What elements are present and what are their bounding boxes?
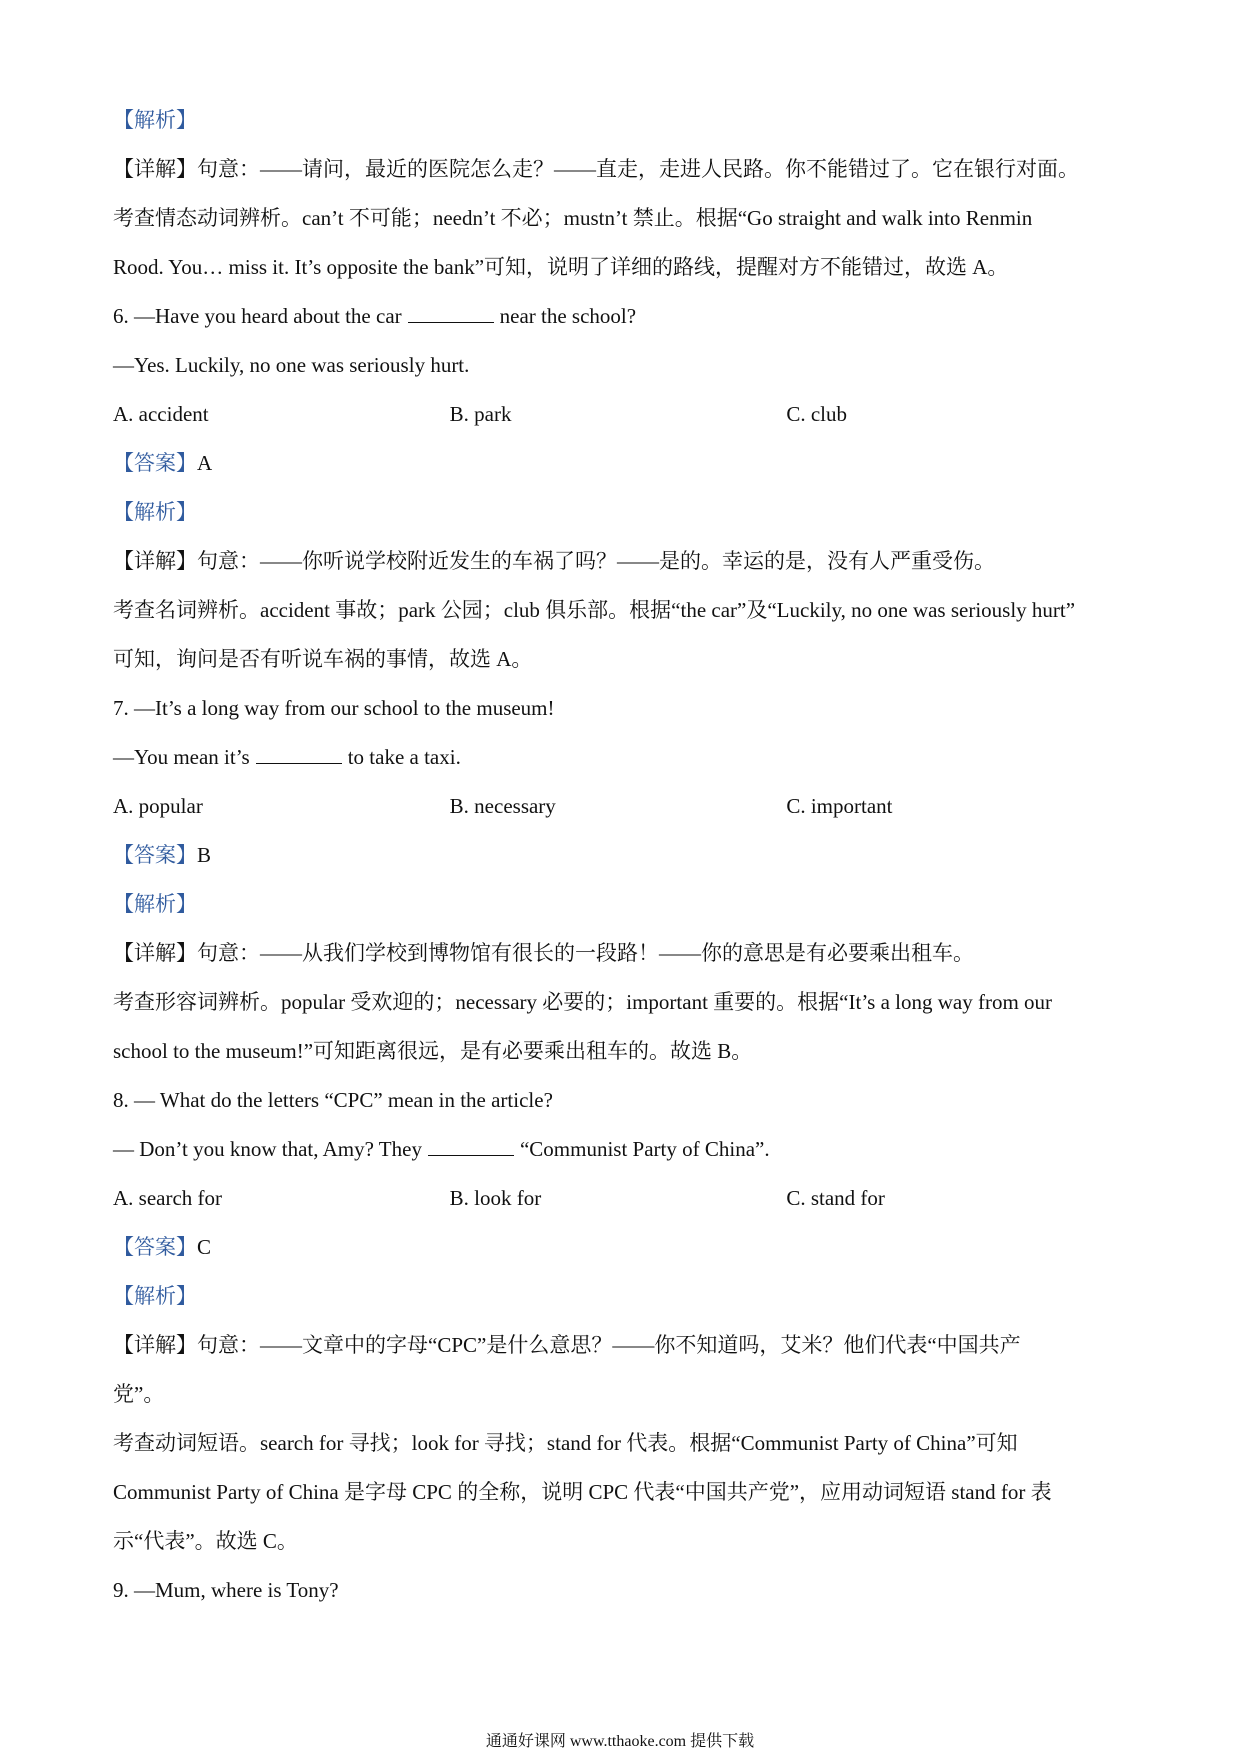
- detail-line: 示“代表”。故选 C。: [113, 1529, 298, 1553]
- question-9-stem: 9. —Mum, where is Tony?: [113, 1578, 339, 1602]
- stem-text: “Communist Party of China”.: [519, 1137, 770, 1161]
- question-8-options: [113, 1174, 1123, 1223]
- detail-line: 【详解】句意：——文章中的字母“CPC”是什么意思？——你不知道吗，艾米？他们代表“中国共产: [113, 1333, 1021, 1357]
- question-8-reply: [113, 1125, 1123, 1174]
- answer-tag: 【答案】: [113, 451, 197, 475]
- detail-line: 考查形容词辨析。popular 受欢迎的；necessary 必要的；important 重要的。根据“It’s a long way from our: [113, 990, 1053, 1014]
- option-b: B. necessary: [449, 794, 556, 818]
- answer-value: C: [197, 1235, 212, 1259]
- detail-line: 【详解】句意：——你听说学校附近发生的车祸了吗？——是的。幸运的是，没有人严重受伤。: [113, 549, 995, 573]
- detail-line: 党”。: [113, 1382, 165, 1406]
- detail-line: 考查情态动词辨析。can’t 不可能；needn’t 不必；mustn’t 禁止。根据“Go straight and walk into Renmin: [113, 206, 1033, 230]
- option-c: C. stand for: [786, 1186, 885, 1210]
- stem-text: near the school?: [499, 304, 637, 328]
- option-b: B. park: [449, 402, 512, 426]
- answer-line: [113, 1223, 1123, 1272]
- analysis-tag: 【解析】: [113, 1284, 197, 1308]
- question-7-stem: 7. —It’s a long way from our school to the museum!: [113, 696, 555, 720]
- answer-blank: [428, 1137, 514, 1156]
- stem-text: to take a taxi.: [347, 745, 461, 769]
- detail-line: school to the museum!”可知距离很远，是有必要乘出租车的。故选 B。: [113, 1039, 753, 1063]
- answer-line: [113, 831, 1123, 880]
- question-7-reply: [113, 733, 1123, 782]
- stem-text: 6. —Have you heard about the car: [113, 304, 402, 328]
- stem-text: — Don’t you know that, Amy? They: [113, 1137, 422, 1161]
- detail-line: Communist Party of China 是字母 CPC 的全称，说明 CPC 代表“中国共产党”，应用动词短语 stand for 表: [113, 1480, 1052, 1504]
- detail-line: 【详解】句意：——请问，最近的医院怎么走？——直走，走进人民路。你不能错过了。它在银行对面。: [113, 157, 1079, 181]
- answer-value: A: [197, 451, 213, 475]
- detail-line: 考查动词短语。search for 寻找；look for 寻找；stand for 代表。根据“Communist Party of China”可知: [113, 1431, 1018, 1455]
- detail-line: 可知，询问是否有听说车祸的事情，故选 A。: [113, 647, 533, 671]
- analysis-tag: 【解析】: [113, 892, 197, 916]
- detail-line: 【详解】句意：——从我们学校到博物馆有很长的一段路！——你的意思是有必要乘出租车。: [113, 941, 974, 965]
- analysis-tag: 【解析】: [113, 500, 197, 524]
- answer-blank: [408, 304, 494, 323]
- question-6-stem: [113, 292, 1123, 341]
- option-c: C. club: [786, 402, 848, 426]
- option-c: C. important: [786, 794, 893, 818]
- stem-text: —You mean it’s: [113, 745, 250, 769]
- question-8-stem: 8. — What do the letters “CPC” mean in the article?: [113, 1088, 553, 1112]
- answer-blank: [256, 745, 342, 764]
- document-body: [113, 96, 1123, 1615]
- answer-line: [113, 439, 1123, 488]
- answer-tag: 【答案】: [113, 1235, 197, 1259]
- option-a: A. accident: [113, 402, 209, 426]
- question-6-reply: —Yes. Luckily, no one was seriously hurt.: [113, 353, 470, 377]
- footer-watermark: 通通好课网 www.tthaoke.com 提供下载: [485, 1733, 755, 1750]
- question-7-options: [113, 782, 1123, 831]
- answer-value: B: [197, 843, 212, 867]
- option-a: A. popular: [113, 794, 203, 818]
- detail-line: 考查名词辨析。accident 事故；park 公园；club 俱乐部。根据“the car”及“Luckily, no one was seriously hurt”: [113, 598, 1076, 622]
- option-a: A. search for: [113, 1186, 223, 1210]
- answer-tag: 【答案】: [113, 843, 197, 867]
- question-6-options: [113, 390, 1123, 439]
- analysis-tag: 【解析】: [113, 108, 197, 132]
- detail-line: Rood. You… miss it. It’s opposite the bank”可知，说明了详细的路线，提醒对方不能错过，故选 A。: [113, 255, 1009, 279]
- option-b: B. look for: [449, 1186, 542, 1210]
